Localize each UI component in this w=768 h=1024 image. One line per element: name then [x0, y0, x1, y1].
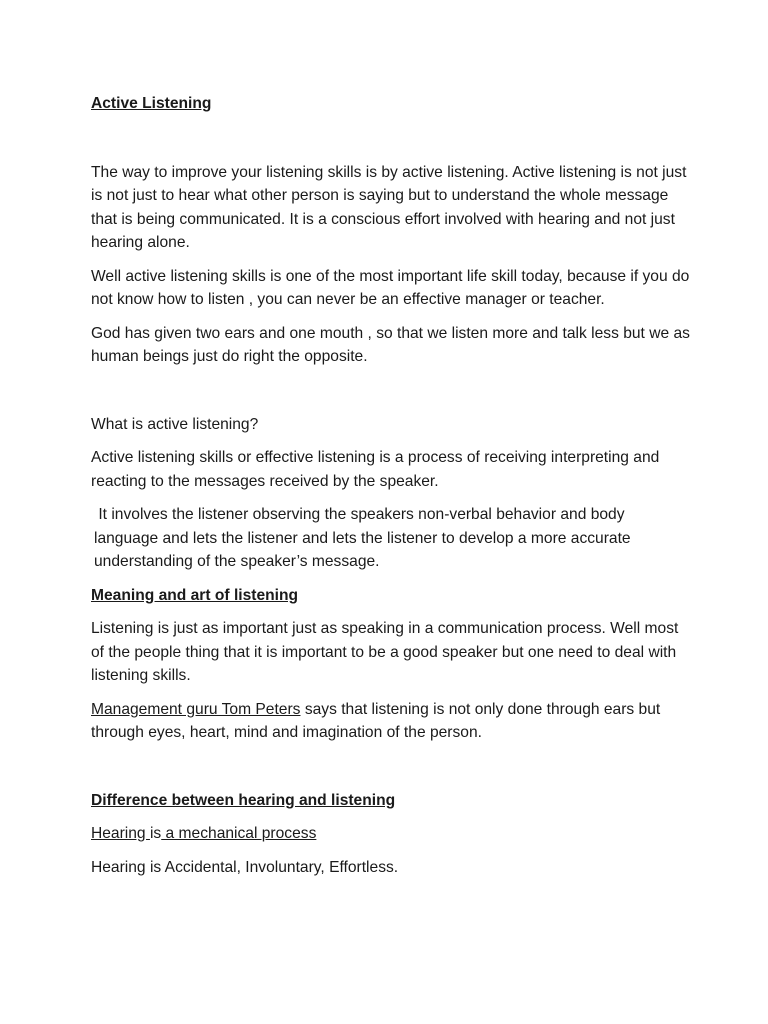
paragraph-listening-importance: Listening is just as important just as speaking in a communication process. Well most of the people thing that it is important to be a good speaker but one need to deal with listening skills.	[91, 620, 679, 684]
heading-difference: Difference between hearing and listening	[91, 791, 396, 809]
paragraph-tom-peters	[91, 698, 691, 745]
mechanical-process-underlined: a mechanical process	[161, 825, 317, 842]
tom-peters-link[interactable]: Management guru Tom Peters	[91, 700, 301, 718]
hearing-is: is	[149, 825, 162, 842]
question-what-is-active-listening: What is active listening?	[91, 415, 259, 433]
document-body	[91, 92, 691, 879]
paragraph-hearing-attributes: Hearing is Accidental, Involuntary, Effortless.	[91, 858, 399, 876]
paragraph-importance: Well active listening skills is one of the most important life skill today, because if you do not know how to listen , you can never be an effective manager or teacher.	[91, 267, 690, 308]
paragraph-ears-mouth: God has given two ears and one mouth , so that we listen more and talk less but we as human beings just do right the opposite.	[91, 324, 690, 365]
tom-peters-rest: says that listening is not only done through ears but through eyes, heart, mind and imagination of the person.	[91, 700, 661, 741]
paragraph-involves-text: It involves the listener observing the speakers non-verbal behavior and body language and lets the listener and lets the listener to develop a more accurate understanding of the speaker’s message.	[94, 506, 631, 570]
hearing-underlined: Hearing	[91, 825, 150, 842]
heading-active-listening: Active Listening	[91, 95, 212, 112]
paragraph-involves	[91, 503, 691, 574]
paragraph-definition: Active listening skills or effective listening is a process of receiving interpreting and reacting to the messages received by the speaker.	[91, 449, 660, 490]
paragraph-intro: The way to improve your listening skills is by active listening. Active listening is not just is not just to hear what other person is saying but to understand the whole message that is being communicated. It is a conscious effort involved with hearing and not just hearing alone.	[91, 163, 687, 251]
heading-meaning-and-art: Meaning and art of listening	[91, 586, 299, 604]
paragraph-hearing-mechanical	[91, 822, 691, 846]
